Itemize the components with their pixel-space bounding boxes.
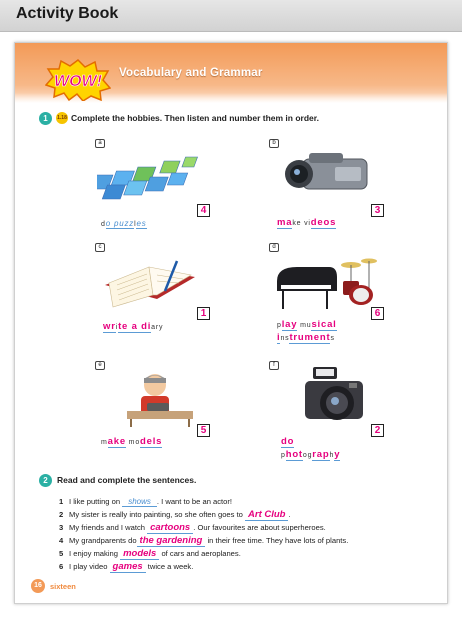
answer-box-b[interactable]: 3 [371, 204, 384, 217]
word-f-line2: photography [281, 449, 341, 460]
word-f-line1: do [281, 436, 295, 447]
audio-track-icon[interactable]: 1.18 [56, 112, 68, 124]
answer-blank-3[interactable]: cartoons [147, 522, 193, 534]
puzzle-pieces-image [97, 153, 209, 208]
sentence-list [59, 495, 439, 573]
word-d-line1: play musical [277, 319, 337, 330]
section-title: Vocabulary and Grammar [119, 67, 263, 79]
musical-instruments-image [273, 251, 379, 313]
answer-blank-2[interactable]: Art Club [245, 509, 288, 521]
answer-box-f[interactable]: 2 [371, 424, 384, 437]
answer-box-d[interactable]: 6 [371, 307, 384, 320]
item-letter-e: e [95, 361, 105, 370]
word-a: do puzzles [101, 219, 147, 228]
app-title: Activity Book [16, 5, 119, 22]
sentence-6: 6 I play video games twice a week. [59, 561, 194, 572]
sentence-1: 1 I like putting on shows . I want to be an actor! [59, 497, 233, 506]
workbook-page [14, 42, 448, 604]
answer-blank-6[interactable]: games [110, 561, 146, 573]
sentence-3: 3 My friends and I watch cartoons . Our favourites are about superheroes. [59, 522, 326, 533]
exercise-2-number: 2 [39, 474, 52, 487]
answer-blank-5[interactable]: models [120, 548, 159, 560]
exercise-1-number: 1 [39, 112, 52, 125]
item-letter-f: f [269, 361, 279, 370]
exercise-1-instruction: Complete the hobbies. Then listen and number them in order. [71, 113, 319, 123]
item-letter-d: d [269, 243, 279, 252]
word-b: make videos [277, 217, 337, 228]
answer-blank-1[interactable]: shows [122, 497, 157, 507]
item-letter-c: c [95, 243, 105, 252]
exercise-2-instruction: Read and complete the sentences. [57, 475, 197, 485]
page-number: 16 [31, 579, 45, 593]
word-c: write a diary [103, 321, 164, 332]
answer-box-c[interactable]: 1 [197, 307, 210, 320]
page-number-word: sixteen [50, 582, 76, 591]
wow-badge-text: WOW! [54, 73, 102, 90]
word-e: make models [101, 436, 163, 447]
video-camera-image [275, 149, 375, 205]
answer-blank-4[interactable]: the gardening [137, 535, 206, 547]
sentence-2: 2 My sister is really into painting, so she often goes to Art Club . [59, 509, 291, 520]
top-bar [0, 0, 462, 32]
wow-badge-icon [45, 59, 111, 101]
sentence-5: 5 I enjoy making models of cars and aeroplanes. [59, 548, 241, 559]
answer-box-a[interactable]: 4 [197, 204, 210, 217]
photo-camera-image [299, 365, 369, 429]
word-d-line2: instruments [277, 332, 335, 343]
boy-making-model-image [125, 369, 195, 427]
item-letter-b: b [269, 139, 279, 148]
item-letter-a: a [95, 139, 105, 148]
diary-book-image [99, 255, 205, 311]
sentence-4: 4 My grandparents do the gardening in their free time. They have lots of plants. [59, 535, 349, 546]
answer-box-e[interactable]: 5 [197, 424, 210, 437]
